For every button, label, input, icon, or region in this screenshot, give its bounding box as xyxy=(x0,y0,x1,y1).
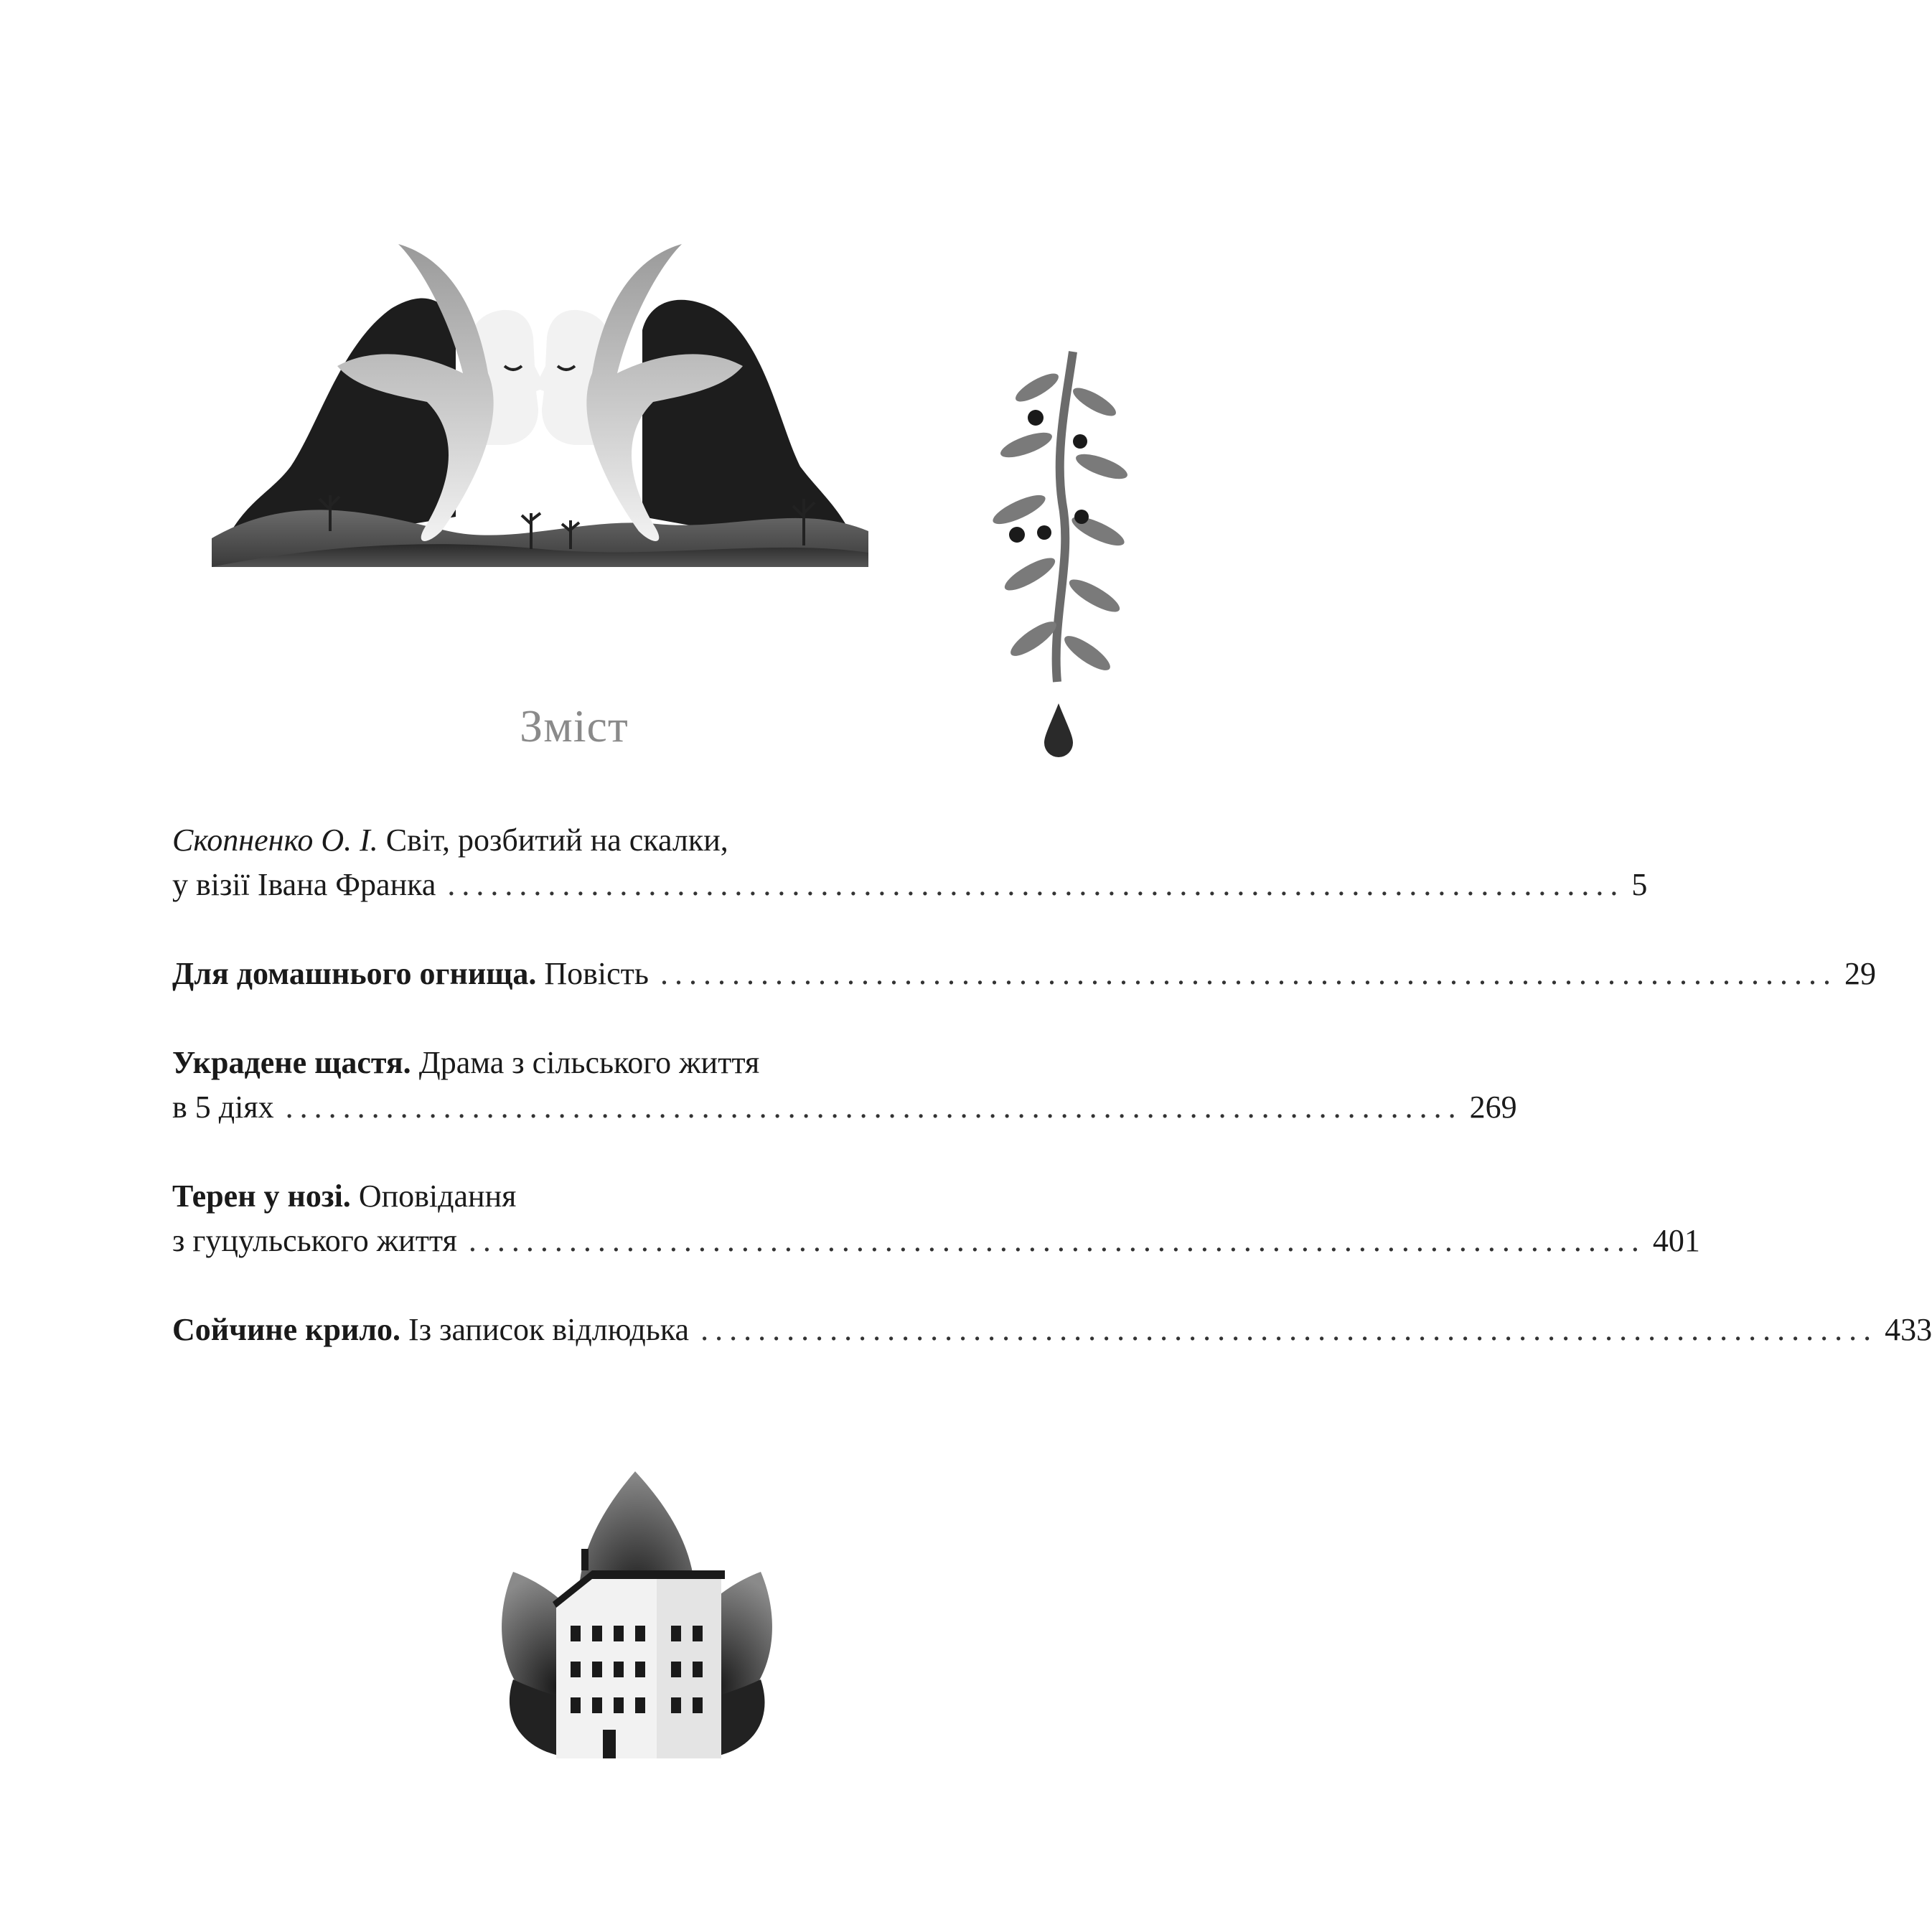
toc-entry-title: Світ, розбитий на скалки, xyxy=(385,823,728,858)
toc-entry-subtitle: Оповідання xyxy=(358,1179,517,1214)
toc-entry-title: Украдене щастя. xyxy=(172,1045,411,1080)
toc-entry xyxy=(172,952,1876,996)
toc-entry-page: 269 xyxy=(1469,1090,1517,1125)
toc-entry xyxy=(172,1041,1517,1130)
dot-leader: .................................................................................. xyxy=(468,1223,1646,1258)
toc-entry-subtitle: у візії Івана Франка xyxy=(172,867,436,902)
toc-entry-subtitle: Із записок відлюдька xyxy=(408,1312,690,1347)
olive-branch-illustration xyxy=(987,345,1130,754)
page-title: Зміст xyxy=(520,701,629,751)
toc-entry-title: Сойчине крило. xyxy=(172,1312,401,1347)
toc-entry-title: Для домашнього огнища. xyxy=(172,956,537,991)
toc-entry xyxy=(172,1174,1700,1263)
toc-entry-subtitle-continued: в 5 діях xyxy=(172,1090,274,1125)
toc-entry xyxy=(172,1308,1932,1352)
toc-entry-page: 433 xyxy=(1885,1312,1932,1347)
toc-entry-author: Скопненко О. І. xyxy=(172,823,378,858)
toc-entry-page: 401 xyxy=(1652,1223,1700,1258)
toc-entry-subtitle-continued: з гуцульського життя xyxy=(172,1223,457,1258)
dot-leader: .................................................................................. xyxy=(447,867,1625,902)
house-with-leaves-illustration xyxy=(484,1464,789,1773)
dot-leader: .................................................................................. xyxy=(660,956,1837,991)
table-of-contents xyxy=(172,818,1932,1397)
dot-leader: .................................................................................. xyxy=(285,1090,1463,1125)
toc-entry-subtitle: Повість xyxy=(544,956,649,991)
toc-entry-page: 5 xyxy=(1631,867,1648,902)
toc-entry-subtitle: Драма з сільського життя xyxy=(418,1045,760,1080)
toc-entry-page: 29 xyxy=(1844,956,1876,991)
toc-entry xyxy=(172,818,1648,907)
toc-entry-title: Терен у нозі. xyxy=(172,1179,351,1214)
dot-leader: .................................................................................. xyxy=(700,1312,1878,1347)
two-figures-with-doves-illustration xyxy=(212,230,868,567)
